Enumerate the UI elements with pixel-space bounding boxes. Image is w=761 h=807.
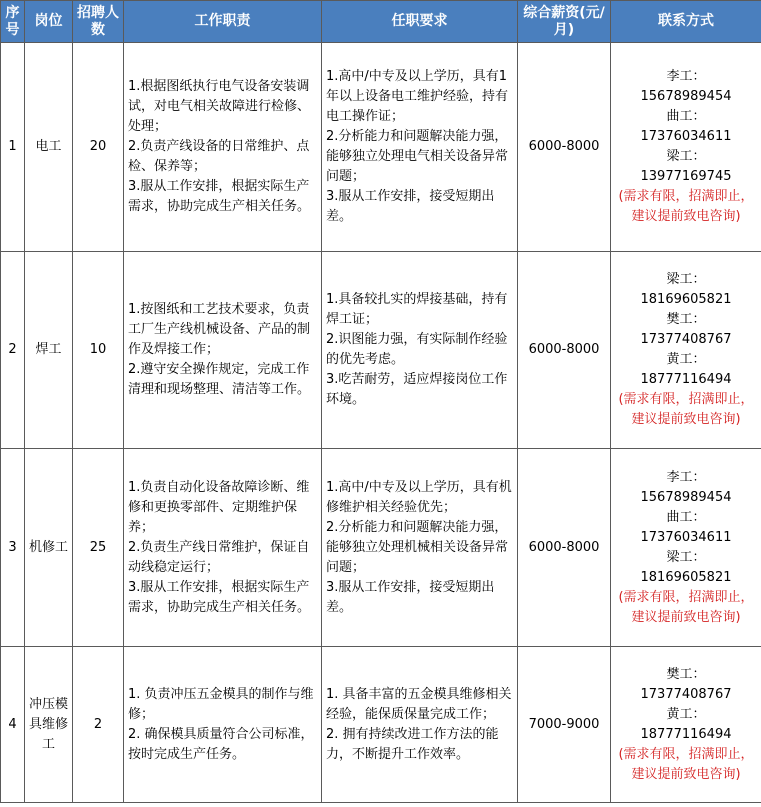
row-count: 10 xyxy=(73,252,124,449)
contact-phone[interactable]: 18169605821 xyxy=(640,569,732,585)
row-requirements: 1. 具备丰富的五金模具维修相关经验，能保质保量完成工作； 2. 拥有持续改进工作方法的能力，不断提升工作效率。 xyxy=(322,647,518,803)
row-no: 4 xyxy=(1,647,25,803)
row-position: 冲压模具维修工 xyxy=(25,647,73,803)
contact-name: 黄工： xyxy=(666,706,706,722)
row-salary: 6000-8000 xyxy=(518,449,611,647)
row-no: 3 xyxy=(1,449,25,647)
contact-name: 曲工： xyxy=(666,109,706,124)
contact-note: (需求有限，招满即止，建议提前致电咨询) xyxy=(618,746,754,782)
row-position: 焊工 xyxy=(25,252,73,449)
row-count: 2 xyxy=(73,647,124,803)
header-requirements: 任职要求 xyxy=(322,1,518,43)
row-contact xyxy=(611,449,761,647)
table-row xyxy=(1,647,761,803)
contact-name: 黄工： xyxy=(666,352,706,367)
header-row xyxy=(1,1,761,43)
row-requirements: 1.高中/中专及以上学历，具有1年以上设备电工维护经验，持有电工操作证； 2.分析能力和问题解决能力强，能够独立处理电气相关设备异常问题； 3.服从工作安排，接受短期出差。 xyxy=(322,43,518,252)
contact-name: 梁工： xyxy=(666,272,706,287)
row-duties: 1.负责自动化设备故障诊断、维修和更换零部件、定期维护保养； 2.负责生产线日常维护，保证自动线稳定运行； 3.服从工作安排，根据实际生产需求，协助完成生产相关任务。 xyxy=(124,449,322,647)
contact-phone[interactable]: 15678989454 xyxy=(640,489,732,505)
contact-name: 李工： xyxy=(666,69,706,84)
row-salary: 6000-8000 xyxy=(518,43,611,252)
header-count: 招聘人数 xyxy=(73,1,124,43)
row-contact xyxy=(611,252,761,449)
table-row xyxy=(1,43,761,252)
row-contact xyxy=(611,647,761,803)
row-position: 电工 xyxy=(25,43,73,252)
contact-name: 梁工： xyxy=(666,149,706,164)
row-duties: 1.按图纸和工艺技术要求，负责工厂生产线机械设备、产品的制作及焊接工作； 2.遵守安全操作规定，完成工作清理和现场整理、清洁等工作。 xyxy=(124,252,322,449)
header-duties: 工作职责 xyxy=(124,1,322,43)
contact-name: 李工： xyxy=(666,469,706,485)
contact-phone[interactable]: 13977169745 xyxy=(640,169,732,184)
row-salary: 6000-8000 xyxy=(518,252,611,449)
contact-name: 樊工： xyxy=(666,312,706,327)
row-count: 20 xyxy=(73,43,124,252)
row-contact xyxy=(611,43,761,252)
header-no: 序号 xyxy=(1,1,25,43)
contact-phone[interactable]: 17377408767 xyxy=(640,686,732,702)
contact-phone[interactable]: 18777116494 xyxy=(640,726,732,742)
contact-note: (需求有限，招满即止，建议提前致电咨询) xyxy=(618,392,754,427)
table-row xyxy=(1,449,761,647)
header-salary: 综合薪资(元/月) xyxy=(518,1,611,43)
table-row xyxy=(1,252,761,449)
contact-note: (需求有限，招满即止，建议提前致电咨询) xyxy=(618,189,754,224)
row-salary: 7000-9000 xyxy=(518,647,611,803)
row-no: 1 xyxy=(1,43,25,252)
row-duties: 1. 负责冲压五金模具的制作与维修； 2. 确保模具质量符合公司标准，按时完成生产任务。 xyxy=(124,647,322,803)
row-no: 2 xyxy=(1,252,25,449)
row-count: 25 xyxy=(73,449,124,647)
contact-phone[interactable]: 17377408767 xyxy=(640,332,732,347)
contact-phone[interactable]: 17376034611 xyxy=(640,529,732,545)
row-requirements: 1.高中/中专及以上学历，具有机修维护相关经验优先； 2.分析能力和问题解决能力强，能够独立处理机械相关设备异常问题； 3.服从工作安排，接受短期出差。 xyxy=(322,449,518,647)
contact-phone[interactable]: 15678989454 xyxy=(640,89,732,104)
header-position: 岗位 xyxy=(25,1,73,43)
contact-name: 梁工： xyxy=(666,549,706,565)
contact-phone[interactable]: 18169605821 xyxy=(640,292,732,307)
contact-note: (需求有限，招满即止，建议提前致电咨询) xyxy=(618,589,754,625)
contact-phone[interactable]: 17376034611 xyxy=(640,129,732,144)
contact-name: 曲工： xyxy=(666,509,706,525)
row-duties: 1.根据图纸执行电气设备安装调试，对电气相关故障进行检修、处理； 2.负责产线设备的日常维护、点检、保养等； 3.服从工作安排，根据实际生产需求，协助完成生产相关任务。 xyxy=(124,43,322,252)
header-contact: 联系方式 xyxy=(611,1,761,43)
contact-name: 樊工： xyxy=(666,666,706,682)
row-requirements: 1.具备较扎实的焊接基础，持有焊工证； 2.识图能力强，有实际制作经验的优先考虑。 3.吃苦耐劳，适应焊接岗位工作环境。 xyxy=(322,252,518,449)
row-position: 机修工 xyxy=(25,449,73,647)
contact-phone[interactable]: 18777116494 xyxy=(640,372,732,387)
